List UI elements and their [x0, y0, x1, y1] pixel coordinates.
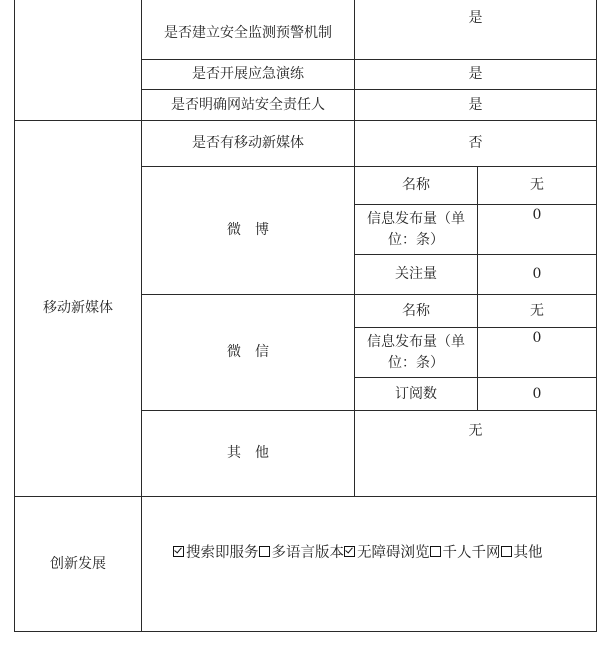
monitoring-warning-value: 是 — [468, 10, 483, 26]
mobile-media-section-label: 移动新媒体 — [43, 300, 113, 316]
wechat-name-value: 无 — [530, 302, 544, 319]
wechat-subscribers-label: 订阅数 — [395, 385, 437, 402]
weibo-name-label: 名称 — [402, 177, 430, 193]
checkbox-checked-icon[interactable] — [344, 546, 355, 557]
checkbox-unchecked-icon[interactable] — [259, 546, 270, 557]
innovation-options — [173, 540, 543, 562]
weibo-followers-value: 0 — [532, 266, 542, 282]
wechat-posts-label: 信息发布量（单位：条） — [367, 333, 465, 371]
emergency-drill-value: 是 — [468, 66, 483, 82]
option-other[interactable]: 其他 — [501, 541, 543, 562]
weibo-label: 微博 — [227, 222, 283, 238]
wechat-subscribers-value: 0 — [532, 385, 542, 402]
other-label: 其他 — [227, 445, 283, 461]
wechat-name-label: 名称 — [402, 302, 430, 319]
other-value: 无 — [468, 422, 483, 439]
checkbox-checked-icon[interactable] — [173, 546, 184, 557]
table-bottom-border — [14, 631, 597, 632]
checkbox-unchecked-icon[interactable] — [501, 546, 512, 557]
weibo-name-value: 无 — [530, 177, 544, 193]
option-multilingual[interactable]: 多语言版本 — [259, 541, 345, 562]
weibo-followers-label: 关注量 — [395, 266, 437, 282]
wechat-posts-value: 0 — [532, 330, 542, 346]
option-search-as-service[interactable]: 搜索即服务 — [173, 541, 259, 562]
monitoring-warning-label: 是否建立安全监测预警机制 — [164, 25, 332, 41]
weibo-posts-value: 0 — [532, 207, 542, 223]
option-personalized-web[interactable]: 千人千网 — [430, 541, 501, 562]
wechat-label: 微信 — [227, 344, 283, 360]
security-owner-label: 是否明确网站安全责任人 — [171, 96, 325, 113]
table-right-border — [596, 0, 597, 632]
emergency-drill-label: 是否开展应急演练 — [192, 66, 304, 82]
option-accessibility[interactable]: 无障碍浏览 — [344, 541, 430, 562]
weibo-posts-label: 信息发布量（单位：条） — [367, 210, 465, 248]
checkbox-unchecked-icon[interactable] — [430, 546, 441, 557]
security-owner-value: 是 — [468, 96, 483, 113]
has-mobile-media-label: 是否有移动新媒体 — [192, 135, 304, 151]
has-mobile-media-value: 否 — [468, 135, 483, 151]
innovation-section-label: 创新发展 — [50, 555, 106, 572]
